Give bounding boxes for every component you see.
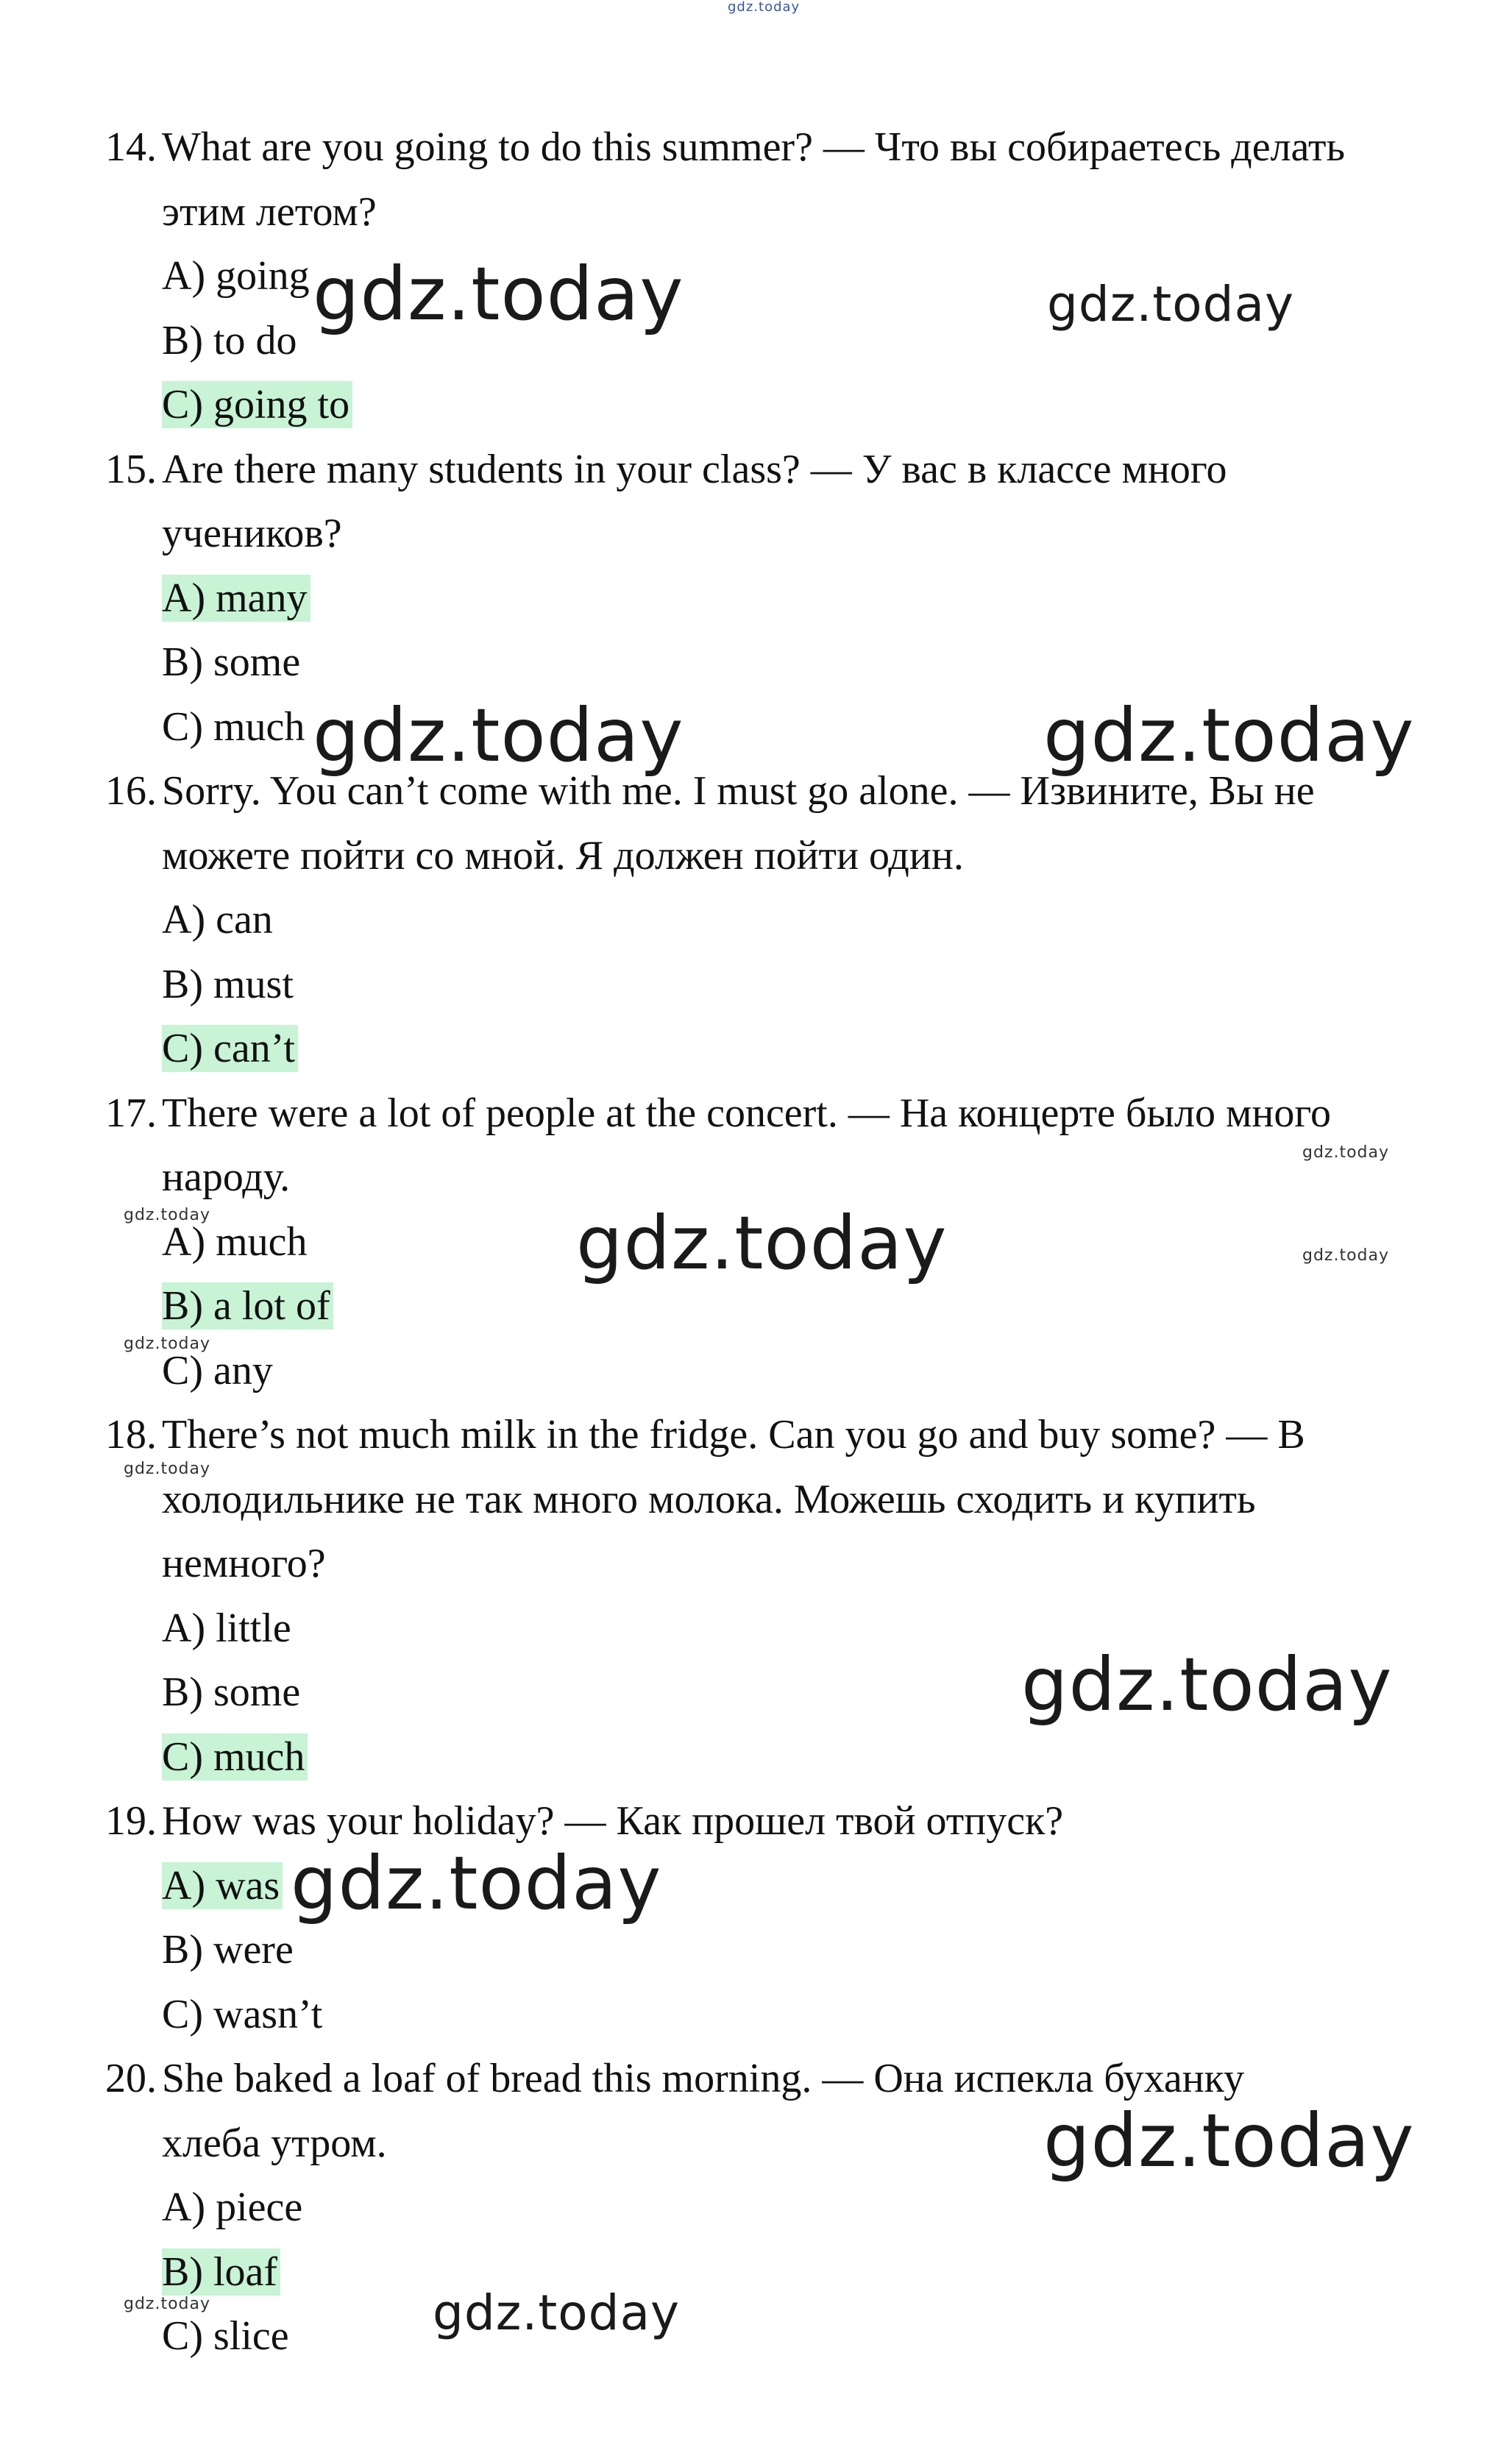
- watermark-logo: gdz.today: [576, 1200, 948, 1286]
- answer-option-correct: A) many: [162, 575, 310, 622]
- answer-option-correct: C) going to: [162, 381, 352, 428]
- question-number: 15.: [105, 446, 157, 492]
- answer-option: C) slice: [162, 2313, 289, 2359]
- answer-option-correct: C) much: [162, 1733, 308, 1781]
- watermark-logo: gdz.today: [728, 0, 801, 15]
- watermark-logo: gdz.today: [1021, 1641, 1393, 1728]
- answer-option: A) going: [162, 253, 310, 299]
- answer-option: B) must: [162, 961, 294, 1007]
- question-number: 16.: [105, 768, 157, 814]
- answer-option: C) any: [162, 1347, 273, 1394]
- question-text-continued: немного?: [162, 1541, 326, 1586]
- question-text: Are there many students in your class? — У вас в классе много: [162, 446, 1227, 492]
- question-text: What are you going to do this summer? — Что вы собираетесь делать: [162, 124, 1345, 170]
- question-text-continued: учеников?: [162, 511, 342, 556]
- answer-option: A) can: [162, 897, 273, 942]
- question-number: 17.: [105, 1090, 157, 1136]
- answer-option-correct: B) loaf: [162, 2248, 280, 2296]
- watermark-logo: gdz.today: [313, 692, 684, 778]
- watermark-logo: gdz.today: [291, 1840, 662, 1926]
- answer-option-correct: A) was: [162, 1862, 283, 1909]
- watermark-logo: gdz.today: [1302, 1143, 1390, 1162]
- answer-option: B) some: [162, 1669, 301, 1715]
- answer-option-correct: C) can’t: [162, 1025, 298, 1072]
- answer-option: A) much: [162, 1218, 308, 1265]
- watermark-logo: gdz.today: [313, 251, 684, 337]
- question-text: There were a lot of people at the concert. — На концерте было много: [162, 1090, 1331, 1136]
- question-text-continued: этим летом?: [162, 188, 377, 235]
- answer-option: C) much: [162, 703, 305, 750]
- watermark-logo: gdz.today: [124, 1335, 211, 1353]
- answer-option: A) piece: [162, 2184, 303, 2230]
- watermark-logo: gdz.today: [124, 1206, 211, 1224]
- question-text: Sorry. You can’t come with me. I must go alone. — Извините, Вы не: [162, 768, 1315, 814]
- watermark-logo: gdz.today: [1302, 1246, 1390, 1265]
- question-number: 18.: [105, 1412, 157, 1458]
- watermark-logo: gdz.today: [1043, 2098, 1415, 2184]
- answer-option: A) little: [162, 1605, 291, 1651]
- watermark-logo: gdz.today: [1047, 276, 1295, 333]
- question-text: She baked a loaf of bread this morning. — Она испекла буханку: [162, 2056, 1245, 2101]
- question-text: How was your holiday? — Как прошел твой отпуск?: [162, 1798, 1064, 1844]
- watermark-logo: gdz.today: [433, 2285, 681, 2341]
- watermark-logo: gdz.today: [1043, 692, 1415, 778]
- question-text-continued: народу.: [162, 1154, 291, 1200]
- answer-option: B) were: [162, 1927, 294, 1973]
- answer-option: B) some: [162, 639, 301, 685]
- answer-option: C) wasn’t: [162, 1991, 323, 2037]
- question-number: 20.: [105, 2056, 157, 2101]
- watermark-logo: gdz.today: [124, 1460, 211, 1478]
- question-text-continued: можете пойти со мной. Я должен пойти один.: [162, 832, 964, 878]
- answer-option-correct: B) a lot of: [162, 1282, 333, 1330]
- question-text-continued: хлеба утром.: [162, 2120, 387, 2166]
- question-text-continued: холодильнике не так много молока. Можешь сходить и купить: [162, 1476, 1256, 1522]
- watermark-logo: gdz.today: [124, 2295, 211, 2313]
- answer-option: B) to do: [162, 317, 297, 363]
- question-text: There’s not much milk in the fridge. Can you go and buy some? — В: [162, 1412, 1305, 1458]
- question-number: 14.: [105, 124, 157, 170]
- question-number: 19.: [105, 1798, 157, 1844]
